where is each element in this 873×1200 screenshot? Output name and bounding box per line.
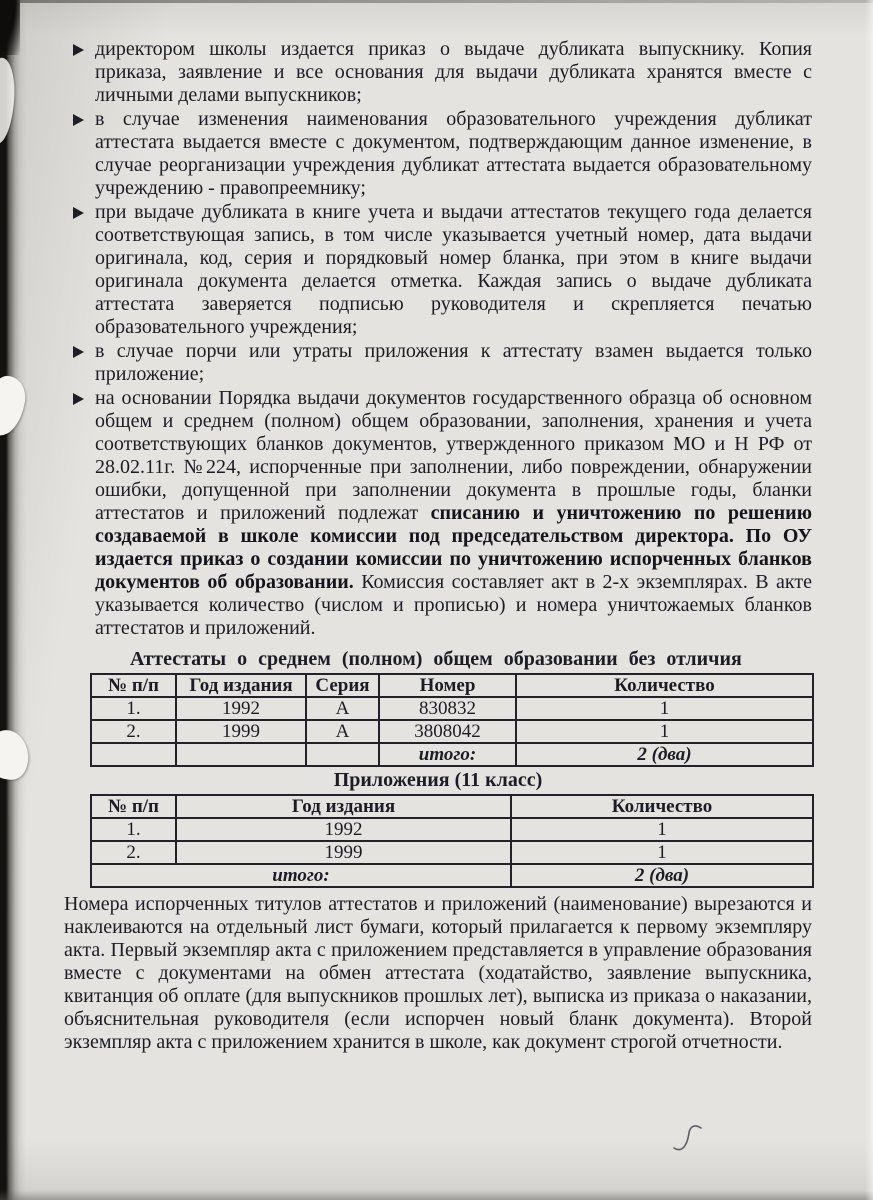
table-cell: 1 (511, 841, 813, 864)
table-cell: 1 (516, 720, 813, 743)
paragraph-text: в случае порчи или утраты приложения к аттестату взамен выдается только приложение; (95, 340, 812, 385)
table-row (91, 697, 813, 720)
total-value: 2 (два) (511, 864, 813, 887)
table-cell: 1 (516, 697, 813, 720)
list-item (64, 201, 812, 339)
paragraph-text: в случае изменения наименования образовательного учреждения дубликат аттестата выдается вместе с документом, подтверждающим данное изменение, в случае реорганизации учреждения дубликат аттестата выдается образовательному учреждению - правопреемнику; (95, 108, 812, 199)
scan-edge-shadow-bottom (0, 1190, 873, 1200)
total-label: итого: (91, 864, 511, 887)
paragraph-text: при выдаче дубликата в книге учета и выдачи аттестатов текущего года делается соответствующая запись, в том числе указывается учетный номер, дата выдачи оригинала, код, серия и порядковый номер бланка, при этом в книге выдачи оригинала документа делается отметка. Каждая запись о выдаче дубликата аттестата заверяется подписью руководителя и скрепляется печатью образовательного учреждения; (95, 201, 812, 338)
appendices-table (90, 794, 814, 888)
column-header: № п/п (91, 674, 176, 697)
scan-edge-shadow-left (0, 0, 26, 1200)
table-cell: 2. (91, 720, 176, 743)
table-cell: А (306, 697, 379, 720)
certificates-table-title: Аттестаты о среднем (полном) общем образовании без отличия (130, 648, 742, 670)
bullet-arrow-icon (73, 346, 84, 358)
list-item (64, 387, 812, 640)
scan-edge-line-top (18, 0, 873, 3)
column-header: Количество (511, 795, 813, 818)
table-cell: 830832 (379, 697, 516, 720)
total-label: итого: (379, 743, 516, 766)
column-header: № п/п (91, 795, 176, 818)
table-cell: 1. (91, 818, 176, 841)
table-cell: А (306, 720, 379, 743)
table-cell: 1999 (176, 720, 306, 743)
column-header: Год издания (176, 795, 511, 818)
column-header: Номер (379, 674, 516, 697)
paragraph-text: директором школы издается приказ о выдаче дубликата выпускнику. Копия приказа, заявление и все основания для выдачи дубликата хранятся вместе с личными делами выпускников; (95, 38, 812, 106)
total-value: 2 (два) (516, 743, 813, 766)
column-header: Серия (306, 674, 379, 697)
table-cell: 3808042 (379, 720, 516, 743)
bullet-list (64, 38, 812, 640)
table-cell: 2. (91, 841, 176, 864)
paragraph-text: Комиссия составляет акт в 2-х экземплярах. В акте указывается количество (числом и прописью) и номера уничтожаемых бланков аттестатов и приложений. (95, 571, 812, 639)
table-row (91, 841, 813, 864)
empty-cell (306, 743, 379, 766)
pen-mark-icon (668, 1118, 712, 1162)
table-row (91, 818, 813, 841)
bullet-arrow-icon (73, 114, 84, 126)
table-header-row (91, 795, 813, 818)
bullet-arrow-icon (73, 44, 84, 56)
table-cell: 1999 (176, 841, 511, 864)
table-cell: 1 (511, 818, 813, 841)
column-header: Год издания (176, 674, 306, 697)
table-row (91, 720, 813, 743)
paragraph-text-bold: списанию и уничтожению по решению создаваемой в школе комиссии под председательством директора. По ОУ издается приказ о создании комиссии по уничтожению испорченных бланков документов об образовании. (95, 502, 812, 593)
table-cell: 1992 (176, 818, 511, 841)
empty-cell (176, 743, 306, 766)
table-total-row (91, 864, 813, 887)
table-header-row (91, 674, 813, 697)
certificates-table (90, 673, 814, 767)
closing-paragraph: Номера испорченных титулов аттестатов и приложений (наименование) вырезаются и наклеиваются на отдельный лист бумаги, который прилагается к первому экземпляру акта. Первый экземпляр акта с приложением представляется в управление образования вместе с документами на обмен аттестата (ходатайство, заявление выпускника, квитанция об оплате (для выпускников прошлых лет), выписка из приказа о наказании, объяснительная руководителя (если испорчен новый бланк документа). Второй экземпляр акта с приложением хранится в школе, как документ строгой отчетности. (64, 893, 812, 1053)
empty-cell (91, 743, 176, 766)
bullet-arrow-icon (73, 207, 84, 219)
document-content (64, 38, 812, 1054)
bullet-arrow-icon (73, 393, 84, 405)
table-cell: 1992 (176, 697, 306, 720)
list-item (64, 38, 812, 107)
list-item (64, 340, 812, 386)
column-header: Количество (516, 674, 813, 697)
table-cell: 1. (91, 697, 176, 720)
paragraph-text: на основании Порядка выдачи документов государственного образца об основном общем и среднем (полном) общем образовании, заполнения, хранения и учета соответствующих бланков документов, утвержденного приказом МО и Н РФ от 28.02.11г. №224, испорченные при заполнении, либо повреждении, обнаружении ошибки, допущенной при заполнении документа в прошлые годы, бланки аттестатов и приложений подлежат (95, 387, 812, 524)
table-total-row (91, 743, 813, 766)
list-item (64, 108, 812, 200)
appendices-table-title: Приложения (11 класс) (333, 769, 543, 791)
scan-corner-shadow (0, 0, 20, 55)
scan-edge-highlight-right (865, 0, 873, 1200)
